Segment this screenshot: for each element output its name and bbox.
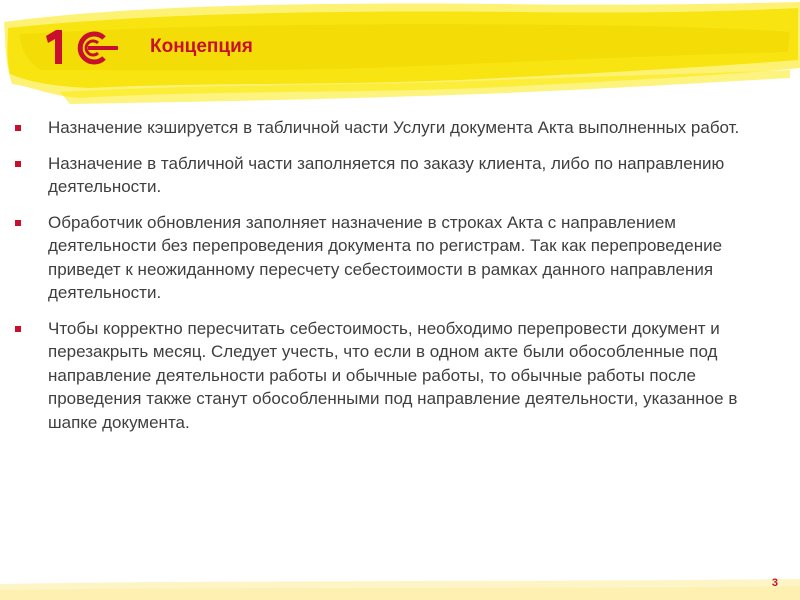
slide-title: Концепция: [150, 36, 253, 57]
page-number: 3: [771, 577, 778, 589]
bullet-text: Назначение кэшируется в табличной части Услуги документа Акта выполненных работ.: [48, 118, 740, 137]
list-item: [14, 116, 784, 140]
bullet-square-icon: [15, 161, 21, 167]
list-item: [14, 211, 784, 305]
bullet-list: [14, 116, 784, 446]
bullet-text: Чтобы корректно пересчитать себестоимость, необходимо перепровести документ и перезакрыть месяц. Следует учесть, что если в одном акте были обособленные под направление деятельности работы и обычные работы, то обычные работы после проведения также станут обособленными под направление деятельности, указанное в шапке документа.: [48, 318, 738, 432]
list-item: [14, 317, 784, 435]
list-item: [14, 152, 784, 199]
1c-logo: [42, 26, 122, 68]
bullet-square-icon: [15, 125, 21, 131]
bullet-square-icon: [15, 220, 21, 226]
bullet-square-icon: [15, 326, 21, 332]
bullet-text: Обработчик обновления заполняет назначение в строках Акта с направлением деятельности без перепроведения документа по регистрам. Так как перепроведение приведет к неожиданному пересчету себестоимости в рамках данного направления деятельности.: [48, 212, 723, 302]
footer-brush-strip: [0, 578, 800, 600]
bullet-text: Назначение в табличной части заполняется по заказу клиента, либо по направлению деятельности.: [48, 153, 725, 196]
